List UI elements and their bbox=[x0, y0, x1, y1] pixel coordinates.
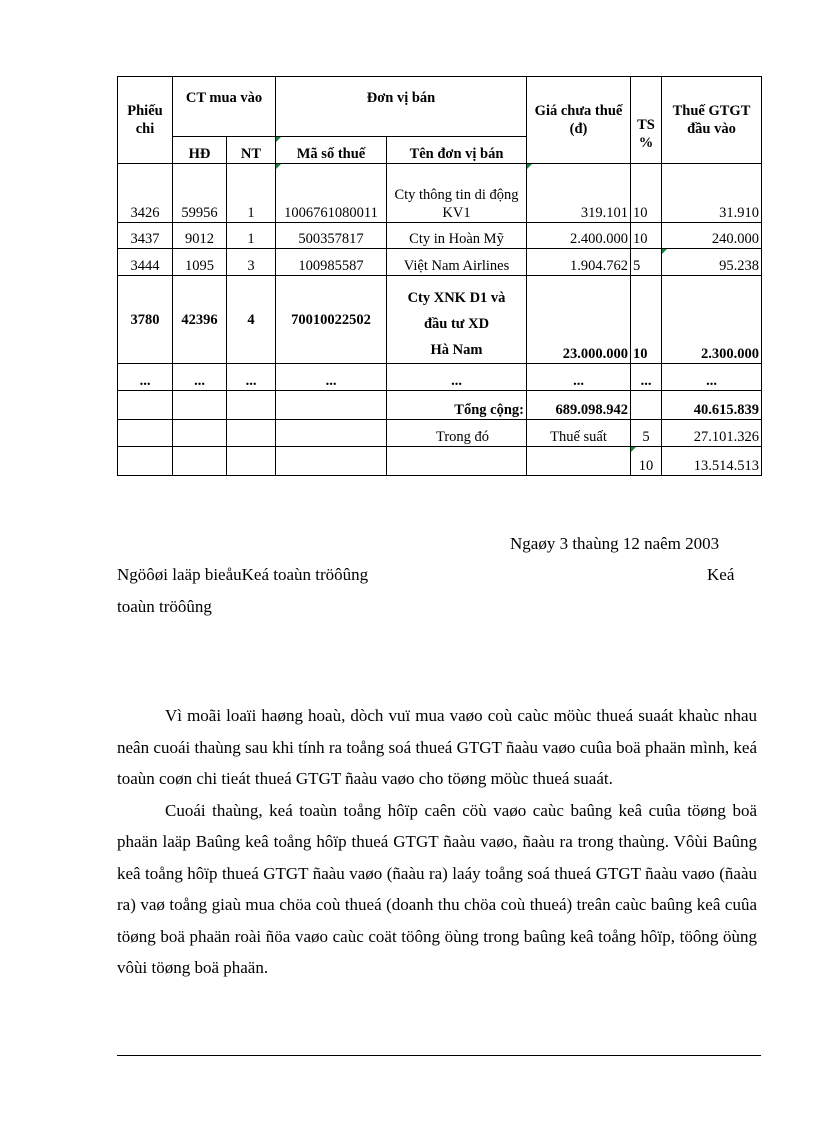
cell-hd: 9012 bbox=[173, 223, 227, 249]
footer-rule bbox=[117, 1055, 761, 1056]
cell-ts: 5 bbox=[631, 249, 662, 276]
tax-5: 27.101.326 bbox=[662, 420, 762, 447]
cell-ellipsis: ... bbox=[227, 364, 276, 391]
cell-mst: 100985587 bbox=[276, 249, 387, 276]
header-ma-so-thue: Mã số thuế bbox=[276, 137, 387, 164]
cell-empty bbox=[173, 391, 227, 420]
body-text bbox=[117, 700, 757, 984]
cell-ten: Cty thông tin di động KV1 bbox=[387, 164, 527, 223]
cell-ellipsis: ... bbox=[118, 364, 173, 391]
cell-phieu: 3437 bbox=[118, 223, 173, 249]
cell-empty bbox=[173, 420, 227, 447]
cell-nt: 3 bbox=[227, 249, 276, 276]
header-hd: HĐ bbox=[173, 137, 227, 164]
cell-empty bbox=[276, 391, 387, 420]
cell-empty bbox=[276, 420, 387, 447]
cell-ts: 10 bbox=[631, 223, 662, 249]
header-gia-chua-thue: Giá chưa thuế (đ) bbox=[527, 77, 631, 164]
cell-ellipsis: ... bbox=[173, 364, 227, 391]
cell-mst: 70010022502 bbox=[276, 276, 387, 364]
cell-mst: 1006761080011 bbox=[276, 164, 387, 223]
cell-mst: 500357817 bbox=[276, 223, 387, 249]
cell-ellipsis: ... bbox=[527, 364, 631, 391]
cell-gia: 23.000.000 bbox=[527, 276, 631, 364]
cell-empty bbox=[631, 391, 662, 420]
cell-phieu: 3780 bbox=[118, 276, 173, 364]
cell-thue: 95.238 bbox=[662, 249, 762, 276]
header-don-vi-ban: Đơn vị bán bbox=[276, 77, 527, 137]
cell-ellipsis: ... bbox=[631, 364, 662, 391]
table-row-ellipsis bbox=[118, 364, 762, 391]
total-label: Tổng cộng: bbox=[387, 391, 527, 420]
cell-phieu: 3426 bbox=[118, 164, 173, 223]
signature-left: Ngöôøi laäp bieåuKeá toaùn tröôûng bbox=[117, 565, 369, 584]
table-row bbox=[118, 276, 762, 364]
cell-empty bbox=[387, 447, 527, 476]
cell-hd: 42396 bbox=[173, 276, 227, 364]
header-ct-mua-vao: CT mua vào bbox=[173, 77, 276, 137]
cell-empty bbox=[227, 391, 276, 420]
cell-thue: 2.300.000 bbox=[662, 276, 762, 364]
cell-gia: 1.904.762 bbox=[527, 249, 631, 276]
table-row bbox=[118, 223, 762, 249]
cell-ellipsis: ... bbox=[387, 364, 527, 391]
cell-empty bbox=[527, 447, 631, 476]
cell-ellipsis: ... bbox=[662, 364, 762, 391]
signature-line bbox=[117, 565, 757, 585]
cell-nt: 1 bbox=[227, 223, 276, 249]
cell-nt: 1 bbox=[227, 164, 276, 223]
table-row bbox=[118, 164, 762, 223]
tax-10: 13.514.513 bbox=[662, 447, 762, 476]
header-thue-gtgt: Thuế GTGT đầu vào bbox=[662, 77, 762, 164]
rate-10-row bbox=[118, 447, 762, 476]
trong-do-label: Trong đó bbox=[387, 420, 527, 447]
cell-ten bbox=[387, 276, 527, 364]
signature-date: Ngaøy 3 thaùng 12 naêm 2003 bbox=[510, 534, 720, 553]
cell-ten-line: Cty XNK D1 và bbox=[407, 290, 506, 306]
header-nt: NT bbox=[227, 137, 276, 164]
cell-phieu: 3444 bbox=[118, 249, 173, 276]
cell-hd: 59956 bbox=[173, 164, 227, 223]
cell-ts: 10 bbox=[631, 164, 662, 223]
header-ts: TS % bbox=[631, 77, 662, 164]
total-gia: 689.098.942 bbox=[527, 391, 631, 420]
cell-ten-line: Hà Nam bbox=[430, 342, 483, 358]
cell-empty bbox=[118, 420, 173, 447]
cell-empty bbox=[276, 447, 387, 476]
rate-5: 5 bbox=[631, 420, 662, 447]
cell-hd: 1095 bbox=[173, 249, 227, 276]
cell-ellipsis: ... bbox=[276, 364, 387, 391]
table-row bbox=[118, 249, 762, 276]
cell-empty bbox=[118, 447, 173, 476]
cell-empty bbox=[173, 447, 227, 476]
rate-5-row bbox=[118, 420, 762, 447]
header-ten-don-vi-ban: Tên đơn vị bán bbox=[387, 137, 527, 164]
cell-nt: 4 bbox=[227, 276, 276, 364]
cell-empty bbox=[227, 447, 276, 476]
cell-thue: 240.000 bbox=[662, 223, 762, 249]
tax-invoice-table bbox=[117, 76, 762, 476]
cell-thue: 31.910 bbox=[662, 164, 762, 223]
paragraph: Cuoái thaùng, keá toaùn toång hôïp caên cöù vaøo caùc baûng keâ cuûa töøng boä phaän laäp Baûng keâ toång hôïp thueá GTGT ñaàu vaøo, ñaàu ra trong thaùng. Vôùi Baûng keâ toång hôïp thueá GTGT ñaàu vaøo (ñaàu ra) laáy toång soá thueá GTGT ñaàu vaøo (ñaàu ra) vaø toång giaù mua chöa coù thueá (doanh thu chöa coù thueá) treân caùc baûng keâ cuûa töøng boä phaän roài ñöa vaøo caùc coät töông öùng trong baûng keâ toång hôïp, töông öùng vôùi töøng boä phaän. bbox=[117, 800, 757, 977]
cell-empty bbox=[227, 420, 276, 447]
signature-right: Keá bbox=[707, 565, 735, 584]
cell-empty bbox=[118, 391, 173, 420]
total-row bbox=[118, 391, 762, 420]
signature-continuation: toaùn tröôûng bbox=[117, 597, 212, 616]
rate-10: 10 bbox=[631, 447, 662, 476]
header-phieu-chi: Phiếu chi bbox=[118, 77, 173, 164]
cell-ten: Việt Nam Airlines bbox=[387, 249, 527, 276]
thue-suat-label: Thuế suất bbox=[527, 420, 631, 447]
cell-ts: 10 bbox=[631, 276, 662, 364]
cell-gia: 319.101 bbox=[527, 164, 631, 223]
cell-ten-line: đầu tư XD bbox=[423, 316, 490, 332]
paragraph: Vì moãi loaïi haøng hoaù, dòch vuï mua vaøo coù caùc möùc thueá suaát khaùc nhau neân cuoái thaùng sau khi tính ra toång soá thueá GTGT ñaàu vaøo cuûa boä phaän mình, keá toaùn coøn chi tieát thueá GTGT ñaàu vaøo cho töøng möùc thueá suaát. bbox=[117, 706, 757, 788]
total-thue: 40.615.839 bbox=[662, 391, 762, 420]
cell-ten: Cty in Hoàn Mỹ bbox=[387, 223, 527, 249]
cell-gia: 2.400.000 bbox=[527, 223, 631, 249]
